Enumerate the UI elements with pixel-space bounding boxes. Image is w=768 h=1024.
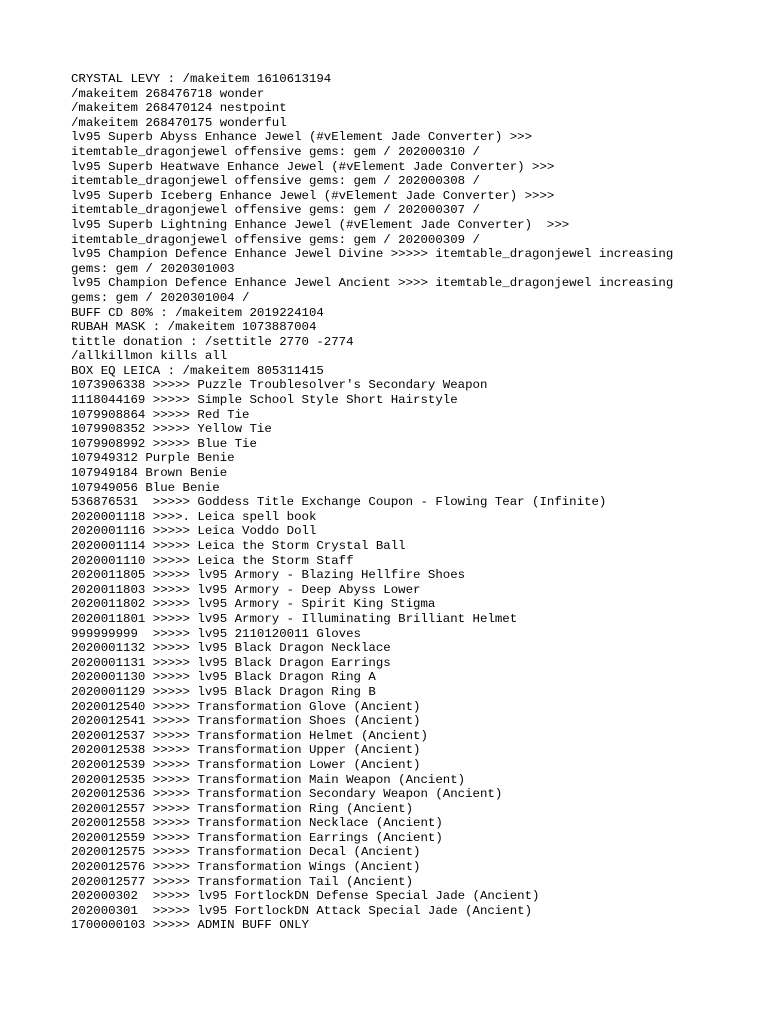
text-line: 536876531 >>>>> Goddess Title Exchange Coupon - Flowing Tear (Infinite)	[71, 495, 607, 510]
text-line: 107949312 Purple Benie	[71, 451, 235, 466]
text-line: 1073906338 >>>>> Puzzle Troublesolver's Secondary Weapon	[71, 378, 488, 393]
text-line: lv95 Superb Heatwave Enhance Jewel (#vElement Jade Converter) >>>	[71, 159, 555, 174]
text-line: /allkillmon kills all	[71, 349, 228, 364]
text-line: 2020001118 >>>>. Leica spell book	[71, 509, 317, 524]
document-body	[71, 72, 751, 933]
text-line: lv95 Champion Defence Enhance Jewel Divine >>>>> itemtable_dragonjewel increasing	[71, 247, 674, 262]
text-line: 2020012538 >>>>> Transformation Upper (Ancient)	[71, 743, 421, 758]
text-line: 1079908352 >>>>> Yellow Tie	[71, 422, 272, 437]
text-line: itemtable_dragonjewel offensive gems: gem / 202000309 /	[71, 232, 480, 247]
text-line: /makeitem 268476718 wonder	[71, 86, 265, 101]
text-line: 2020012539 >>>>> Transformation Lower (Ancient)	[71, 757, 421, 772]
text-line: 2020001116 >>>>> Leica Voddo Doll	[71, 524, 317, 539]
text-line: 107949184 Brown Benie	[71, 466, 228, 481]
text-line: 2020001129 >>>>> lv95 Black Dragon Ring B	[71, 684, 376, 699]
text-line: BOX EQ LEICA : /makeitem 805311415	[71, 363, 324, 378]
text-line: 2020012536 >>>>> Transformation Secondary Weapon (Ancient)	[71, 787, 503, 802]
text-line: 2020012541 >>>>> Transformation Shoes (Ancient)	[71, 714, 421, 729]
text-line: RUBAH MASK : /makeitem 1073887004	[71, 320, 317, 335]
text-line: tittle donation : /settitle 2770 -2774	[71, 334, 354, 349]
text-line: itemtable_dragonjewel offensive gems: gem / 202000307 /	[71, 203, 480, 218]
text-line: /makeitem 268470124 nestpoint	[71, 101, 287, 116]
text-line: 2020001110 >>>>> Leica the Storm Staff	[71, 553, 354, 568]
text-line: 202000301 >>>>> lv95 FortlockDN Attack Special Jade (Ancient)	[71, 903, 533, 918]
text-line: 2020012557 >>>>> Transformation Ring (Ancient)	[71, 801, 414, 816]
text-line: 2020012540 >>>>> Transformation Glove (Ancient)	[71, 699, 421, 714]
text-line: BUFF CD 80% : /makeitem 2019224104	[71, 305, 324, 320]
text-line: lv95 Superb Abyss Enhance Jewel (#vElement Jade Converter) >>>	[71, 130, 533, 145]
text-line: /makeitem 268470175 wonderful	[71, 115, 287, 130]
text-line: 2020012577 >>>>> Transformation Tail (Ancient)	[71, 874, 414, 889]
text-line: 2020001114 >>>>> Leica the Storm Crystal Ball	[71, 539, 406, 553]
text-line: lv95 Superb Iceberg Enhance Jewel (#vElement Jade Converter) >>>>	[71, 188, 555, 203]
text-line: lv95 Champion Defence Enhance Jewel Ancient >>>> itemtable_dragonjewel increasing	[71, 276, 674, 291]
text-line: 2020011802 >>>>> lv95 Armory - Spirit King Stigma	[71, 597, 436, 612]
text-line: 2020012559 >>>>> Transformation Earrings (Ancient)	[71, 830, 443, 845]
text-line: 2020001132 >>>>> lv95 Black Dragon Necklace	[71, 641, 391, 656]
text-line: 2020001131 >>>>> lv95 Black Dragon Earrings	[71, 655, 391, 670]
text-line: 2020012558 >>>>> Transformation Necklace (Ancient)	[71, 816, 443, 831]
text-line: itemtable_dragonjewel offensive gems: gem / 202000308 /	[71, 174, 480, 189]
text-line: CRYSTAL LEVY : /makeitem 1610613194	[71, 72, 332, 86]
text-line: 999999999 >>>>> lv95 2110120011 Gloves	[71, 626, 361, 641]
text-line: 2020001130 >>>>> lv95 Black Dragon Ring A	[71, 670, 376, 685]
text-line: 2020012576 >>>>> Transformation Wings (Ancient)	[71, 860, 421, 875]
text-line: 2020011803 >>>>> lv95 Armory - Deep Abyss Lower	[71, 582, 421, 597]
text-line: itemtable_dragonjewel offensive gems: gem / 202000310 /	[71, 144, 480, 159]
text-line: lv95 Superb Lightning Enhance Jewel (#vElement Jade Converter) >>>	[71, 217, 570, 232]
text-line: 202000302 >>>>> lv95 FortlockDN Defense Special Jade (Ancient)	[71, 889, 540, 904]
text-line: gems: gem / 2020301004 /	[71, 290, 250, 305]
text-line: 1700000103 >>>>> ADMIN BUFF ONLY	[71, 918, 309, 933]
text-line: 1079908992 >>>>> Blue Tie	[71, 436, 257, 451]
text-line: 2020012575 >>>>> Transformation Decal (Ancient)	[71, 845, 421, 860]
text-line: gems: gem / 2020301003	[71, 261, 235, 276]
text-line: 107949056 Blue Benie	[71, 480, 220, 495]
text-line: 2020011801 >>>>> lv95 Armory - Illuminating Brilliant Helmet	[71, 611, 518, 626]
text-line: 2020012537 >>>>> Transformation Helmet (Ancient)	[71, 728, 428, 743]
text-line: 2020011805 >>>>> lv95 Armory - Blazing Hellfire Shoes	[71, 568, 466, 583]
text-line: 2020012535 >>>>> Transformation Main Weapon (Ancient)	[71, 772, 466, 787]
text-line: 1118044169 >>>>> Simple School Style Short Hairstyle	[71, 393, 458, 408]
text-line: 1079908864 >>>>> Red Tie	[71, 407, 250, 422]
